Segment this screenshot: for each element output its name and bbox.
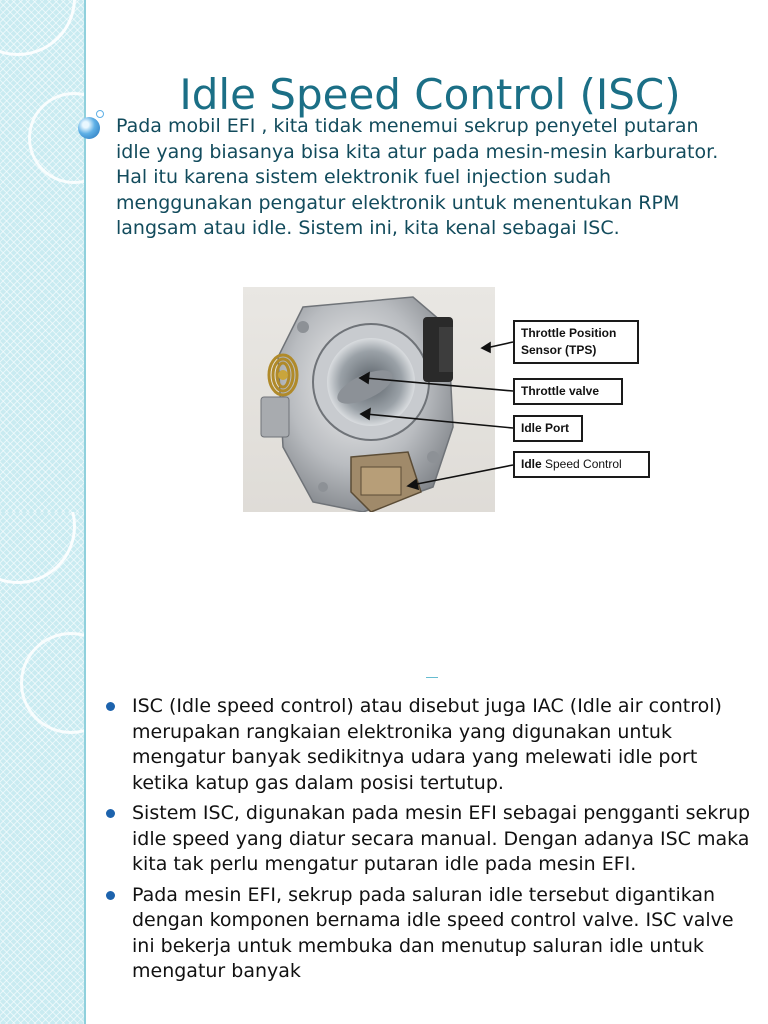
label-tps: [513, 320, 639, 364]
list-item: [104, 883, 754, 985]
label-idle-port: [513, 415, 583, 442]
intro-paragraph: Pada mobil EFI , kita tidak menemui sekrup penyetel putaran idle yang biasanya bisa kita atur pada mesin-mesin karburator. Hal itu karena sistem elektronik fuel injection sudah menggunakan pengatur elektronik untuk menentukan RPM langsam atau idle. Sistem ini, kita kenal sebagai ISC.: [116, 115, 719, 239]
bullet-dot-icon: [106, 891, 115, 900]
list-item-text: Sistem ISC, digunakan pada mesin EFI sebagai pengganti sekrup idle speed yang diatur secara manual. Dengan adanya ISC maka kita tak perlu mengatur putaran idle pada mesin EFI.: [132, 802, 751, 875]
decorative-sidebar: [0, 512, 84, 1024]
list-item-text: Pada mesin EFI, sekrup pada saluran idle tersebut digantikan dengan komponen bernama idle speed control valve. ISC valve ini bekerja untuk membuka dan menutup saluran idle untuk mengatur banyak: [132, 883, 734, 982]
label-throttle-valve-text: Throttle valve: [521, 384, 600, 398]
label-tps-line2: Sensor (TPS): [521, 343, 597, 357]
list-item: [104, 801, 754, 878]
bullet-dot-icon: [106, 809, 115, 818]
label-tps-line1: Throttle Position: [521, 326, 617, 340]
tiny-mark: [426, 677, 438, 678]
slide-title: Idle Speed Control (ISC): [179, 70, 681, 120]
label-isc-rest: Speed Control: [541, 457, 622, 471]
list-item: [104, 694, 754, 796]
bullet-list: [104, 694, 754, 990]
label-throttle-valve: [513, 378, 623, 405]
label-idle-speed-control: [513, 451, 650, 478]
sidebar-divider: [84, 512, 86, 1024]
label-isc-bold: Idle: [521, 457, 542, 471]
list-item-text: ISC (Idle speed control) atau disebut juga IAC (Idle air control) merupakan rangkaian elektronika yang digunakan untuk mengatur banyak sedikitnya udara yang melewati idle port ketika katup gas dalam posisi tertutup.: [132, 695, 722, 794]
bullet-dot-icon: [106, 702, 115, 711]
label-idle-port-text: Idle Port: [521, 421, 570, 435]
decorative-ring: [0, 512, 76, 584]
